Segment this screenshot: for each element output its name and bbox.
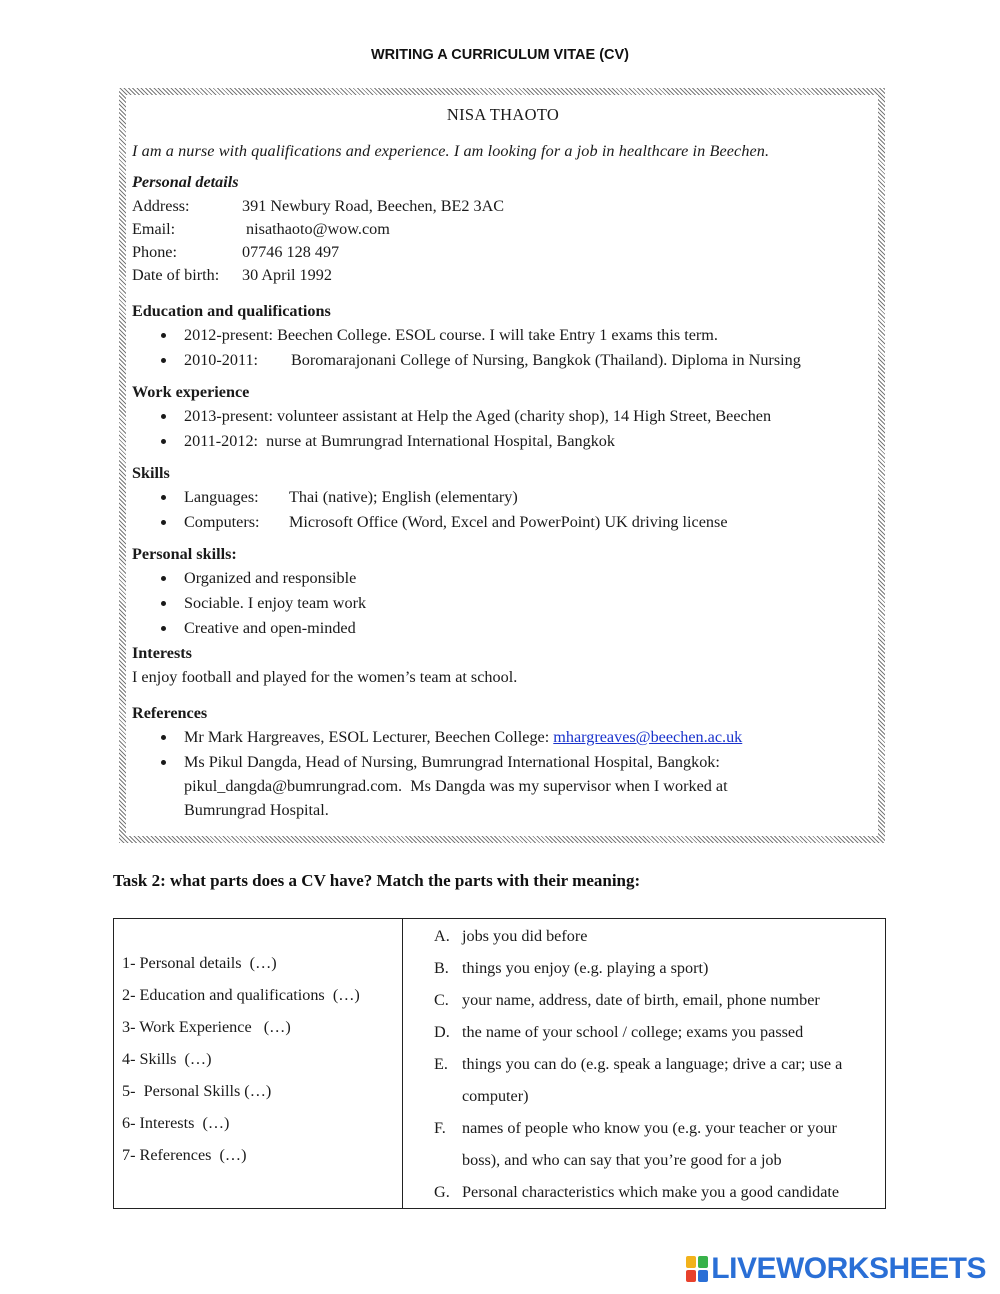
cv-part-item: 4- Skills (…) xyxy=(122,1050,212,1068)
cv-frame xyxy=(119,88,885,843)
skill-label: Languages: xyxy=(184,488,259,506)
personal-skills-list xyxy=(132,566,874,641)
address-label: Address: xyxy=(132,197,190,215)
cv-name: NISA THAOTO xyxy=(446,105,560,124)
cv-content xyxy=(132,101,874,822)
task-2-heading: Task 2: what parts does a CV have? Match the parts with their meaning: xyxy=(113,871,641,890)
logo-block-1 xyxy=(686,1256,696,1268)
skill-label: Computers: xyxy=(184,513,260,531)
meaning-letter: E. xyxy=(434,1055,448,1073)
phone-value: 07746 128 497 xyxy=(242,243,340,261)
cv-part-item: 2- Education and qualifications (…) xyxy=(122,986,360,1004)
reference-1-email-link[interactable]: mhargreaves@beechen.ac.uk xyxy=(553,728,743,746)
list-item xyxy=(132,750,784,822)
email-value: nisathaoto@wow.com xyxy=(242,220,390,238)
meaning-letter: B. xyxy=(434,959,449,977)
list-item xyxy=(132,485,874,510)
list-item xyxy=(132,323,874,348)
dob-label: Date of birth: xyxy=(132,266,220,284)
work-list xyxy=(132,404,874,454)
cv-part-item: 7- References (…) xyxy=(122,1146,247,1164)
education-heading: Education and qualifications xyxy=(132,302,331,320)
liveworksheets-icon xyxy=(686,1256,708,1282)
worksheet-title: WRITING A CURRICULUM VITAE (CV) xyxy=(370,47,630,63)
list-item xyxy=(132,348,874,373)
skills-list xyxy=(132,485,874,535)
skills-heading: Skills xyxy=(132,464,170,482)
meaning-row xyxy=(434,1112,879,1176)
meaning-letter: G. xyxy=(434,1183,450,1201)
meaning-text: things you can do (e.g. speak a language; drive a car; use a computer) xyxy=(462,1055,843,1105)
interests-text: I enjoy football and played for the women’s team at school. xyxy=(132,668,518,686)
list-item: Organized and responsible xyxy=(132,566,874,591)
cv-part-item: 5- Personal Skills (…) xyxy=(122,1082,272,1100)
email-label: Email: xyxy=(132,220,176,238)
cv-parts-column xyxy=(122,951,360,1175)
meaning-text: things you enjoy (e.g. playing a sport) xyxy=(462,959,709,977)
list-item xyxy=(132,510,874,535)
cv-part-item: 6- Interests (…) xyxy=(122,1114,230,1132)
list-item: 2013-present: volunteer assistant at Help the Aged (charity shop), 14 High Street, Beechen xyxy=(132,404,874,429)
list-item xyxy=(132,725,874,750)
address-row xyxy=(132,194,874,217)
personal-details-heading: Personal details xyxy=(132,173,239,191)
education-list xyxy=(132,323,874,373)
meaning-text: the name of your school / college; exams you passed xyxy=(462,1023,804,1041)
meaning-letter: A. xyxy=(434,927,450,945)
phone-label: Phone: xyxy=(132,243,177,261)
personal-skills-heading: Personal skills: xyxy=(132,545,237,563)
meaning-row xyxy=(434,920,879,952)
liveworksheets-logo[interactable] xyxy=(686,1253,986,1285)
logo-block-4 xyxy=(698,1270,708,1282)
meaning-text: names of people who know you (e.g. your teacher or your boss), and who can say that you’re good for a job xyxy=(462,1119,837,1169)
skill-value: Thai (native); English (elementary) xyxy=(289,488,518,506)
meaning-row xyxy=(434,952,879,984)
education-when: 2010-2011: xyxy=(184,351,259,369)
column-divider xyxy=(402,919,403,1208)
interests-heading: Interests xyxy=(132,644,192,662)
address-value: 391 Newbury Road, Beechen, BE2 3AC xyxy=(242,197,505,215)
meaning-row xyxy=(434,1176,879,1208)
skill-value: Microsoft Office (Word, Excel and PowerPoint) UK driving license xyxy=(289,513,728,531)
meanings-column xyxy=(434,920,879,1208)
list-item: Creative and open-minded xyxy=(132,616,874,641)
reference-1-text: Mr Mark Hargreaves, ESOL Lecturer, Beechen College: xyxy=(184,728,554,746)
matching-table xyxy=(113,918,886,1209)
list-item: 2011-2012: nurse at Bumrungrad International Hospital, Bangkok xyxy=(132,429,874,454)
liveworksheets-wordmark: LIVEWORKSHEETS xyxy=(711,1252,986,1285)
cv-summary: I am a nurse with qualifications and experience. I am looking for a job in healthcare in Beechen. xyxy=(132,142,770,160)
education-what: Boromarajonani College of Nursing, Bangkok (Thailand). Diploma in Nursing xyxy=(291,351,801,369)
list-item: Sociable. I enjoy team work xyxy=(132,591,874,616)
references-list xyxy=(132,725,874,822)
cv-part-item: 3- Work Experience (…) xyxy=(122,1018,291,1036)
logo-block-3 xyxy=(686,1270,696,1282)
meaning-letter: D. xyxy=(434,1023,450,1041)
meaning-row xyxy=(434,1016,879,1048)
reference-2-text: Ms Pikul Dangda, Head of Nursing, Bumrungrad International Hospital, Bangkok: pikul_dangda@bumrungrad.com. Ms Dangda was my supervisor when I worked at Bumrungrad Hospital. xyxy=(184,753,732,819)
dob-value: 30 April 1992 xyxy=(242,266,332,284)
meaning-text: your name, address, date of birth, email, phone number xyxy=(462,991,820,1009)
dob-row xyxy=(132,263,874,286)
phone-row xyxy=(132,240,874,263)
meaning-text: jobs you did before xyxy=(462,927,588,945)
references-heading: References xyxy=(132,704,208,722)
meaning-row xyxy=(434,984,879,1016)
email-row xyxy=(132,217,874,240)
work-experience-heading: Work experience xyxy=(132,383,250,401)
meaning-text: Personal characteristics which make you a good candidate xyxy=(462,1183,840,1201)
logo-block-2 xyxy=(698,1256,708,1268)
education-what: Beechen College. ESOL course. I will take Entry 1 exams this term. xyxy=(277,326,718,344)
meaning-letter: C. xyxy=(434,991,449,1009)
cv-part-item: 1- Personal details (…) xyxy=(122,954,277,972)
meaning-row xyxy=(434,1048,879,1112)
meaning-letter: F. xyxy=(434,1119,446,1137)
education-when: 2012-present: xyxy=(184,326,274,344)
